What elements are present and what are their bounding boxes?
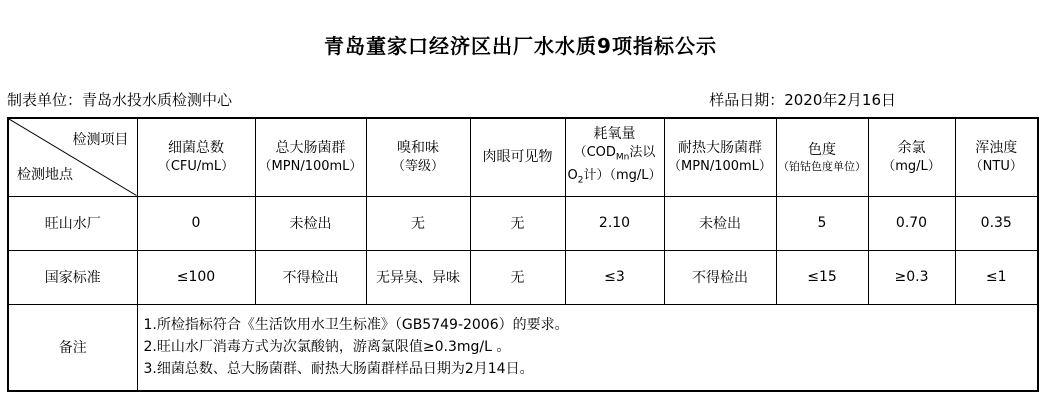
header-cell-oxygen-consumption: 耗氧量 （$COD_{Mn}$法以 $O_2$计）（mg/L） [565, 118, 664, 196]
cell-value: 不得检出 [255, 250, 366, 304]
header-cell-residual-chlorine: 余氯 （mg/L） [868, 118, 955, 196]
cell-value: 0 [137, 196, 255, 250]
table-row-national-standard [8, 250, 1038, 304]
cell-value: 未检出 [255, 196, 366, 250]
cell-value: ≥0.3 [868, 250, 955, 304]
row-label: 国家标准 [8, 250, 137, 304]
water-quality-table [7, 117, 1039, 392]
cell-value: 无 [366, 196, 470, 250]
cell-value: 0.70 [868, 196, 955, 250]
cell-value: 无 [470, 196, 565, 250]
note-line: 1.所检指标符合《生活饮用水卫生标准》（GB5749-2006）的要求。 [143, 317, 569, 334]
header-cell-visible-matter: 肉眼可见物 [470, 118, 565, 196]
cell-value: 未检出 [664, 196, 776, 250]
cell-value: 0.35 [955, 196, 1038, 250]
note-line: 2.旺山水厂消毒方式为次氯酸钠，游离氯限值≥0.3mg/L 。 [143, 339, 511, 356]
header-cell-thermotolerant-coliform: 耐热大肠菌群 （MPN/100mL） [664, 118, 776, 196]
table-row-wangshan-plant [8, 196, 1038, 250]
cell-value: ≤100 [137, 250, 255, 304]
cell-value: 无异臭、异味 [366, 250, 470, 304]
cell-value: 5 [776, 196, 868, 250]
cell-value: 无 [470, 250, 565, 304]
header-cell-odor-taste: 嗅和味 （等级） [366, 118, 470, 196]
cell-value: ≤1 [955, 250, 1038, 304]
header-corner-cell [8, 118, 137, 196]
table-header-row [8, 118, 1038, 196]
meta-row [7, 59, 1034, 117]
sample-date-label: 样品日期：2020年2月16日 [709, 91, 896, 109]
issuer-label: 制表单位：青岛水投水质检测中心 [7, 91, 233, 109]
cell-value: ≤15 [776, 250, 868, 304]
header-cell-chromaticity: 色度 （铂钴色度单位） [776, 118, 868, 196]
cell-value: 不得检出 [664, 250, 776, 304]
header-cell-turbidity: 浑浊度 （NTU） [955, 118, 1038, 196]
page-title: 青岛董家口经济区出厂水水质9项指标公示 [324, 34, 717, 58]
table-row-notes [8, 304, 1038, 391]
note-line: 3.细菌总数、总大肠菌群、耐热大肠菌群样品日期为2月14日。 [143, 361, 534, 378]
corner-top-label: 检测项目 [72, 132, 129, 148]
notes-label: 备注 [8, 304, 137, 391]
cell-value: 2.10 [565, 196, 664, 250]
row-label: 旺山水厂 [8, 196, 137, 250]
notes-content [137, 304, 1038, 391]
cell-value: ≤3 [565, 250, 664, 304]
corner-bottom-label: 检测地点 [17, 166, 73, 183]
header-cell-bacteria-count: 细菌总数 （CFU/mL） [137, 118, 255, 196]
header-cell-total-coliform: 总大肠菌群 （MPN/100mL） [255, 118, 366, 196]
